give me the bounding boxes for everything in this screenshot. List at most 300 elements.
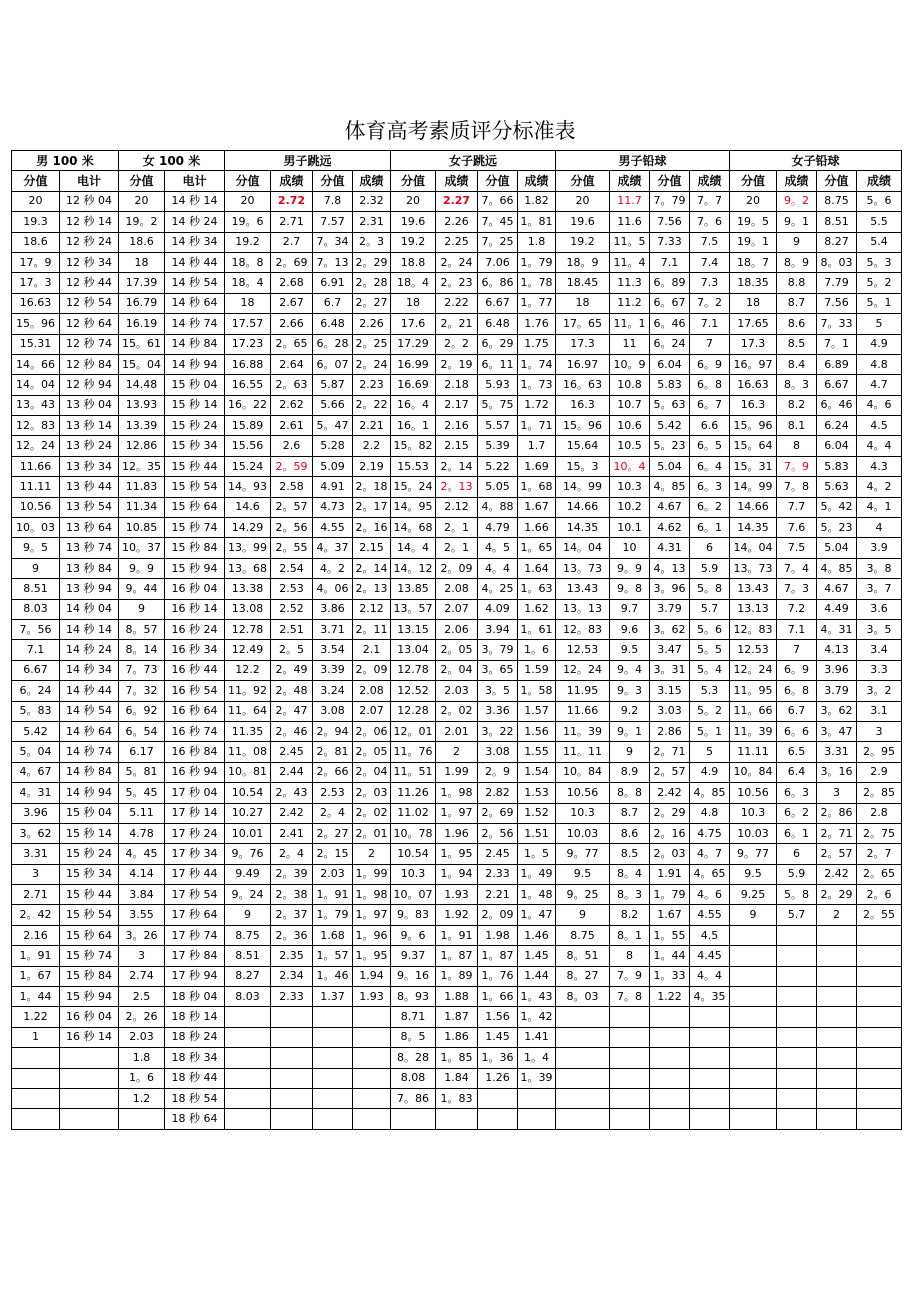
table-cell: 5。5 — [690, 640, 730, 660]
table-cell: 1。94 — [436, 864, 478, 884]
table-cell — [610, 1027, 650, 1047]
table-cell: 1.94 — [353, 966, 391, 986]
table-cell: 2。13 — [353, 579, 391, 599]
table-cell: 10.03 — [556, 823, 610, 843]
table-cell: 15。96 — [730, 416, 777, 436]
table-cell: 14 秒 44 — [60, 681, 119, 701]
table-cell: 3.3 — [857, 660, 902, 680]
table-cell: 16.3 — [730, 395, 777, 415]
table-cell: 5.5 — [857, 212, 902, 232]
table-cell: 7.1 — [777, 619, 817, 639]
table-row — [12, 375, 902, 395]
table-row — [12, 191, 902, 211]
table-cell — [610, 1068, 650, 1088]
table-cell: 1。4 — [518, 1048, 556, 1068]
document-title: 体育高考素质评分标准表 — [344, 119, 576, 143]
table-cell: 6.4 — [777, 762, 817, 782]
table-cell — [817, 946, 857, 966]
table-cell: 10。4 — [610, 456, 650, 476]
table-cell: 9。44 — [119, 579, 165, 599]
table-cell: 2。09 — [353, 660, 391, 680]
table-cell: 9。6 — [391, 925, 436, 945]
table-cell: 16.88 — [225, 354, 271, 374]
table-cell: 6。07 — [313, 354, 353, 374]
table-cell: 2。03 — [650, 844, 690, 864]
table-cell: 7。56 — [12, 619, 60, 639]
table-cell: 4。85 — [650, 477, 690, 497]
table-cell: 2.5 — [119, 987, 165, 1007]
table-cell: 3。31 — [650, 660, 690, 680]
table-cell: 18 秒 44 — [165, 1068, 225, 1088]
table-cell: 4。13 — [650, 558, 690, 578]
table-cell: 12.52 — [391, 681, 436, 701]
table-cell: 2 — [817, 905, 857, 925]
table-cell: 1.8 — [518, 232, 556, 252]
table-cell: 5。6 — [857, 191, 902, 211]
table-cell: 19。1 — [730, 232, 777, 252]
table-cell: 2。19 — [436, 354, 478, 374]
table-cell: 1。67 — [12, 966, 60, 986]
table-cell: 17 秒 14 — [165, 803, 225, 823]
table-cell — [777, 1048, 817, 1068]
table-cell: 3.31 — [12, 844, 60, 864]
table-cell: 16 秒 04 — [165, 579, 225, 599]
table-row — [12, 232, 902, 252]
table-cell: 3。62 — [12, 823, 60, 843]
table-cell: 2。46 — [271, 721, 313, 741]
table-cell: 15 秒 94 — [60, 987, 119, 1007]
table-cell: 2。39 — [271, 864, 313, 884]
table-cell: 14 秒 54 — [165, 273, 225, 293]
table-cell: 11。39 — [730, 721, 777, 741]
table-cell: 1。43 — [518, 987, 556, 1007]
table-cell: 2。38 — [271, 885, 313, 905]
table-cell: 2.06 — [436, 619, 478, 639]
table-cell: 18.35 — [730, 273, 777, 293]
table-cell — [225, 1048, 271, 1068]
table-cell: 1.37 — [313, 987, 353, 1007]
table-cell: 7.57 — [313, 212, 353, 232]
table-cell: 2。47 — [271, 701, 313, 721]
table-cell: 5。23 — [650, 436, 690, 456]
table-cell: 2.68 — [271, 273, 313, 293]
table-cell: 13.39 — [119, 416, 165, 436]
table-cell: 8.9 — [610, 762, 650, 782]
table-cell: 14。99 — [556, 477, 610, 497]
table-cell: 2。36 — [271, 925, 313, 945]
table-cell — [225, 1068, 271, 1088]
table-cell — [313, 1068, 353, 1088]
table-cell: 2.27 — [436, 191, 478, 211]
table-cell: 2。18 — [353, 477, 391, 497]
table-cell: 14 秒 54 — [60, 701, 119, 721]
table-cell: 9 — [730, 905, 777, 925]
group-header-cell: 男子跳远 — [225, 151, 391, 171]
table-cell — [650, 1027, 690, 1047]
table-cell: 2。28 — [353, 273, 391, 293]
table-cell: 16 秒 64 — [165, 701, 225, 721]
table-cell: 6 — [690, 538, 730, 558]
table-cell — [857, 966, 902, 986]
table-cell: 5.4 — [857, 232, 902, 252]
table-cell — [777, 987, 817, 1007]
table-cell: 2。65 — [857, 864, 902, 884]
table-cell: 1。65 — [518, 538, 556, 558]
table-row — [12, 293, 902, 313]
table-cell: 16.63 — [12, 293, 60, 313]
table-cell: 2。65 — [271, 334, 313, 354]
table-cell — [271, 1048, 313, 1068]
table-cell: 2.01 — [436, 721, 478, 741]
table-cell — [650, 1048, 690, 1068]
table-cell: 2。57 — [271, 497, 313, 517]
table-cell: 4。31 — [12, 783, 60, 803]
table-cell: 2.32 — [353, 191, 391, 211]
table-cell: 14.35 — [556, 518, 610, 538]
table-cell: 8.75 — [225, 925, 271, 945]
table-cell — [610, 1048, 650, 1068]
table-cell: 7.56 — [650, 212, 690, 232]
table-cell — [478, 1088, 518, 1108]
table-cell: 4。5 — [478, 538, 518, 558]
table-cell: 2.82 — [478, 783, 518, 803]
table-cell: 17。65 — [556, 314, 610, 334]
table-cell: 19.2 — [225, 232, 271, 252]
table-cell: 7。32 — [119, 681, 165, 701]
table-cell: 6。89 — [650, 273, 690, 293]
table-cell: 11.7 — [610, 191, 650, 211]
table-cell: 5。6 — [690, 619, 730, 639]
table-cell: 5。2 — [690, 701, 730, 721]
table-cell: 6。5 — [690, 436, 730, 456]
table-cell: 15 秒 74 — [60, 946, 119, 966]
table-cell — [478, 1109, 518, 1129]
column-header: 成绩 — [271, 171, 313, 191]
table-cell: 16.19 — [119, 314, 165, 334]
table-cell: 10.56 — [730, 783, 777, 803]
table-cell: 5。3 — [857, 252, 902, 272]
table-cell: 2.42 — [271, 803, 313, 823]
table-row — [12, 538, 902, 558]
table-cell: 4。67 — [12, 762, 60, 782]
table-cell: 1 — [12, 1027, 60, 1047]
table-cell: 8.27 — [817, 232, 857, 252]
table-cell: 4.78 — [119, 823, 165, 843]
table-cell: 6。1 — [690, 518, 730, 538]
table-cell: 14 秒 24 — [60, 640, 119, 660]
table-cell: 8.51 — [817, 212, 857, 232]
table-cell — [730, 1048, 777, 1068]
table-cell: 2.07 — [436, 599, 478, 619]
table-cell: 14。68 — [391, 518, 436, 538]
table-cell — [225, 1007, 271, 1027]
table-cell: 15 秒 44 — [165, 456, 225, 476]
table-cell: 12.78 — [391, 660, 436, 680]
table-cell: 15 秒 04 — [60, 803, 119, 823]
table-cell: 12.2 — [225, 660, 271, 680]
table-cell: 2.66 — [271, 314, 313, 334]
table-cell: 14。66 — [12, 354, 60, 374]
table-cell: 5。23 — [817, 518, 857, 538]
table-cell: 2。03 — [353, 783, 391, 803]
table-cell: 19.2 — [391, 232, 436, 252]
table-cell: 7。13 — [313, 252, 353, 272]
table-cell: 5.04 — [817, 538, 857, 558]
table-cell: 13.08 — [225, 599, 271, 619]
table-cell — [690, 1027, 730, 1047]
table-cell — [353, 1048, 391, 1068]
table-row — [12, 395, 902, 415]
table-cell: 6。8 — [690, 375, 730, 395]
table-cell: 13。13 — [556, 599, 610, 619]
table-cell: 7.8 — [313, 191, 353, 211]
table-cell: 13.38 — [225, 579, 271, 599]
table-cell — [518, 1109, 556, 1129]
table-row — [12, 885, 902, 905]
table-cell: 11。1 — [610, 314, 650, 334]
table-cell: 3 — [119, 946, 165, 966]
table-cell: 2。57 — [650, 762, 690, 782]
table-cell — [271, 1068, 313, 1088]
table-cell — [436, 1109, 478, 1129]
table-cell: 2。29 — [650, 803, 690, 823]
group-header-cell: 女 100 米 — [119, 151, 225, 171]
table-cell — [777, 1027, 817, 1047]
table-cell: 10 — [610, 538, 650, 558]
table-cell: 14。04 — [556, 538, 610, 558]
table-cell: 2。22 — [353, 395, 391, 415]
table-cell: 10.1 — [610, 518, 650, 538]
table-cell: 1。42 — [518, 1007, 556, 1027]
table-cell: 1.93 — [436, 885, 478, 905]
table-cell: 18。9 — [556, 252, 610, 272]
table-cell: 11。76 — [391, 742, 436, 762]
table-cell: 17.65 — [730, 314, 777, 334]
table-cell: 16 秒 24 — [165, 619, 225, 639]
table-cell: 17 秒 24 — [165, 823, 225, 843]
table-cell: 13.15 — [391, 619, 436, 639]
table-cell: 3.96 — [12, 803, 60, 823]
table-cell: 1.68 — [313, 925, 353, 945]
table-cell: 1。78 — [518, 273, 556, 293]
table-cell: 16 秒 04 — [60, 1007, 119, 1027]
table-cell: 9。76 — [225, 844, 271, 864]
table-cell — [857, 987, 902, 1007]
table-cell — [857, 946, 902, 966]
table-cell: 18.6 — [119, 232, 165, 252]
table-cell: 1。71 — [518, 416, 556, 436]
table-cell: 8。03 — [556, 987, 610, 1007]
table-cell: 1。85 — [436, 1048, 478, 1068]
column-header: 电计 — [60, 171, 119, 191]
table-cell: 5.93 — [478, 375, 518, 395]
table-cell: 14 秒 84 — [165, 334, 225, 354]
table-cell — [777, 966, 817, 986]
table-cell: 10.54 — [225, 783, 271, 803]
table-cell: 20 — [730, 191, 777, 211]
table-cell: 1.2 — [119, 1088, 165, 1108]
table-cell: 3。96 — [650, 579, 690, 599]
table-cell: 4。65 — [690, 864, 730, 884]
table-cell: 3。5 — [478, 681, 518, 701]
table-cell: 5.42 — [650, 416, 690, 436]
table-cell: 3。65 — [478, 660, 518, 680]
table-cell: 1。44 — [650, 946, 690, 966]
table-cell: 5。47 — [313, 416, 353, 436]
table-cell: 18 秒 04 — [165, 987, 225, 1007]
table-cell: 12 秒 34 — [60, 252, 119, 272]
table-cell: 3.96 — [817, 660, 857, 680]
table-cell: 1.55 — [518, 742, 556, 762]
table-cell: 17.6 — [391, 314, 436, 334]
table-cell: 2。69 — [271, 252, 313, 272]
table-cell: 6.7 — [777, 701, 817, 721]
table-cell: 20 — [225, 191, 271, 211]
table-cell: 15。24 — [391, 477, 436, 497]
table-cell: 6。4 — [690, 456, 730, 476]
table-cell: 9。3 — [610, 681, 650, 701]
table-row — [12, 640, 902, 660]
table-cell: 10.8 — [610, 375, 650, 395]
table-cell: 8.27 — [225, 966, 271, 986]
table-cell — [610, 1007, 650, 1027]
table-cell: 15。64 — [730, 436, 777, 456]
table-cell: 13 秒 44 — [60, 477, 119, 497]
table-cell: 1.41 — [518, 1027, 556, 1047]
table-row — [12, 823, 902, 843]
table-cell: 11 — [610, 334, 650, 354]
table-cell: 2。71 — [650, 742, 690, 762]
table-cell: 5.39 — [478, 436, 518, 456]
table-cell: 4。4 — [857, 436, 902, 456]
table-cell: 2。95 — [857, 742, 902, 762]
table-cell: 2。05 — [353, 742, 391, 762]
table-cell — [313, 1109, 353, 1129]
table-cell: 10。78 — [391, 823, 436, 843]
table-row — [12, 742, 902, 762]
table-cell: 11.66 — [556, 701, 610, 721]
table-cell: 4。31 — [817, 619, 857, 639]
column-header: 分值 — [478, 171, 518, 191]
table-cell: 4.9 — [857, 334, 902, 354]
score-table — [11, 150, 902, 1130]
table-cell — [353, 1007, 391, 1027]
table-cell: 6。92 — [119, 701, 165, 721]
table-cell: 16.55 — [225, 375, 271, 395]
table-cell: 2。69 — [478, 803, 518, 823]
table-row — [12, 966, 902, 986]
table-cell: 1.93 — [353, 987, 391, 1007]
table-cell: 9.37 — [391, 946, 436, 966]
table-cell: 20 — [556, 191, 610, 211]
table-cell: 14 秒 14 — [60, 619, 119, 639]
table-cell: 2.8 — [857, 803, 902, 823]
table-cell — [556, 1068, 610, 1088]
table-cell: 3.6 — [857, 599, 902, 619]
table-cell: 12.49 — [225, 640, 271, 660]
table-cell: 2.16 — [12, 925, 60, 945]
table-cell: 11.3 — [610, 273, 650, 293]
table-cell: 8 — [610, 946, 650, 966]
table-cell: 2。6 — [857, 885, 902, 905]
table-cell: 2。09 — [436, 558, 478, 578]
table-cell: 12 秒 84 — [60, 354, 119, 374]
table-cell: 5.9 — [690, 558, 730, 578]
table-cell: 1.8 — [119, 1048, 165, 1068]
table-cell: 2.25 — [436, 232, 478, 252]
table-cell: 4.7 — [857, 375, 902, 395]
table-cell — [12, 1048, 60, 1068]
table-cell: 10.56 — [12, 497, 60, 517]
table-cell — [777, 946, 817, 966]
table-cell: 20 — [12, 191, 60, 211]
table-cell: 14.66 — [730, 497, 777, 517]
table-cell: 7。8 — [777, 477, 817, 497]
table-cell: 15.24 — [225, 456, 271, 476]
table-cell: 7。79 — [650, 191, 690, 211]
table-cell: 13。73 — [556, 558, 610, 578]
table-cell: 2。56 — [271, 518, 313, 538]
table-cell: 11.11 — [730, 742, 777, 762]
table-cell: 1。76 — [478, 966, 518, 986]
table-cell: 11。95 — [730, 681, 777, 701]
column-header: 分值 — [12, 171, 60, 191]
table-cell: 2。43 — [271, 783, 313, 803]
table-row — [12, 864, 902, 884]
table-cell: 3.03 — [650, 701, 690, 721]
table-cell: 8.7 — [777, 293, 817, 313]
table-cell: 9 — [12, 558, 60, 578]
table-cell: 17.57 — [225, 314, 271, 334]
table-cell: 9 — [225, 905, 271, 925]
table-cell — [353, 1109, 391, 1129]
table-cell: 5 — [690, 742, 730, 762]
table-cell: 1.7 — [518, 436, 556, 456]
column-header: 分值 — [730, 171, 777, 191]
table-cell — [12, 1109, 60, 1129]
table-cell: 16.99 — [391, 354, 436, 374]
table-cell: 1。73 — [518, 375, 556, 395]
column-header: 分值 — [313, 171, 353, 191]
table-cell: 7。86 — [391, 1088, 436, 1108]
table-cell: 12.53 — [556, 640, 610, 660]
table-cell: 10。9 — [610, 354, 650, 374]
table-cell: 2.86 — [650, 721, 690, 741]
table-cell: 2。86 — [817, 803, 857, 823]
table-cell: 14 秒 74 — [60, 742, 119, 762]
table-cell: 6.67 — [12, 660, 60, 680]
table-cell: 16.69 — [391, 375, 436, 395]
table-cell: 15 秒 74 — [165, 518, 225, 538]
table-cell: 5。2 — [857, 273, 902, 293]
table-cell: 2。48 — [271, 681, 313, 701]
table-cell: 4。2 — [857, 477, 902, 497]
table-cell: 12。83 — [730, 619, 777, 639]
table-cell: 2。71 — [817, 823, 857, 843]
table-cell: 1。48 — [518, 885, 556, 905]
table-cell: 15 秒 84 — [165, 538, 225, 558]
table-cell: 2。94 — [313, 721, 353, 741]
table-cell: 3.54 — [313, 640, 353, 660]
table-cell: 13 秒 74 — [60, 538, 119, 558]
table-row — [12, 599, 902, 619]
table-cell: 18 秒 64 — [165, 1109, 225, 1129]
table-cell: 2。04 — [436, 660, 478, 680]
group-header-cell: 男 100 米 — [12, 151, 119, 171]
table-cell: 5.7 — [777, 905, 817, 925]
table-cell: 2.44 — [271, 762, 313, 782]
table-cell: 1.99 — [436, 762, 478, 782]
